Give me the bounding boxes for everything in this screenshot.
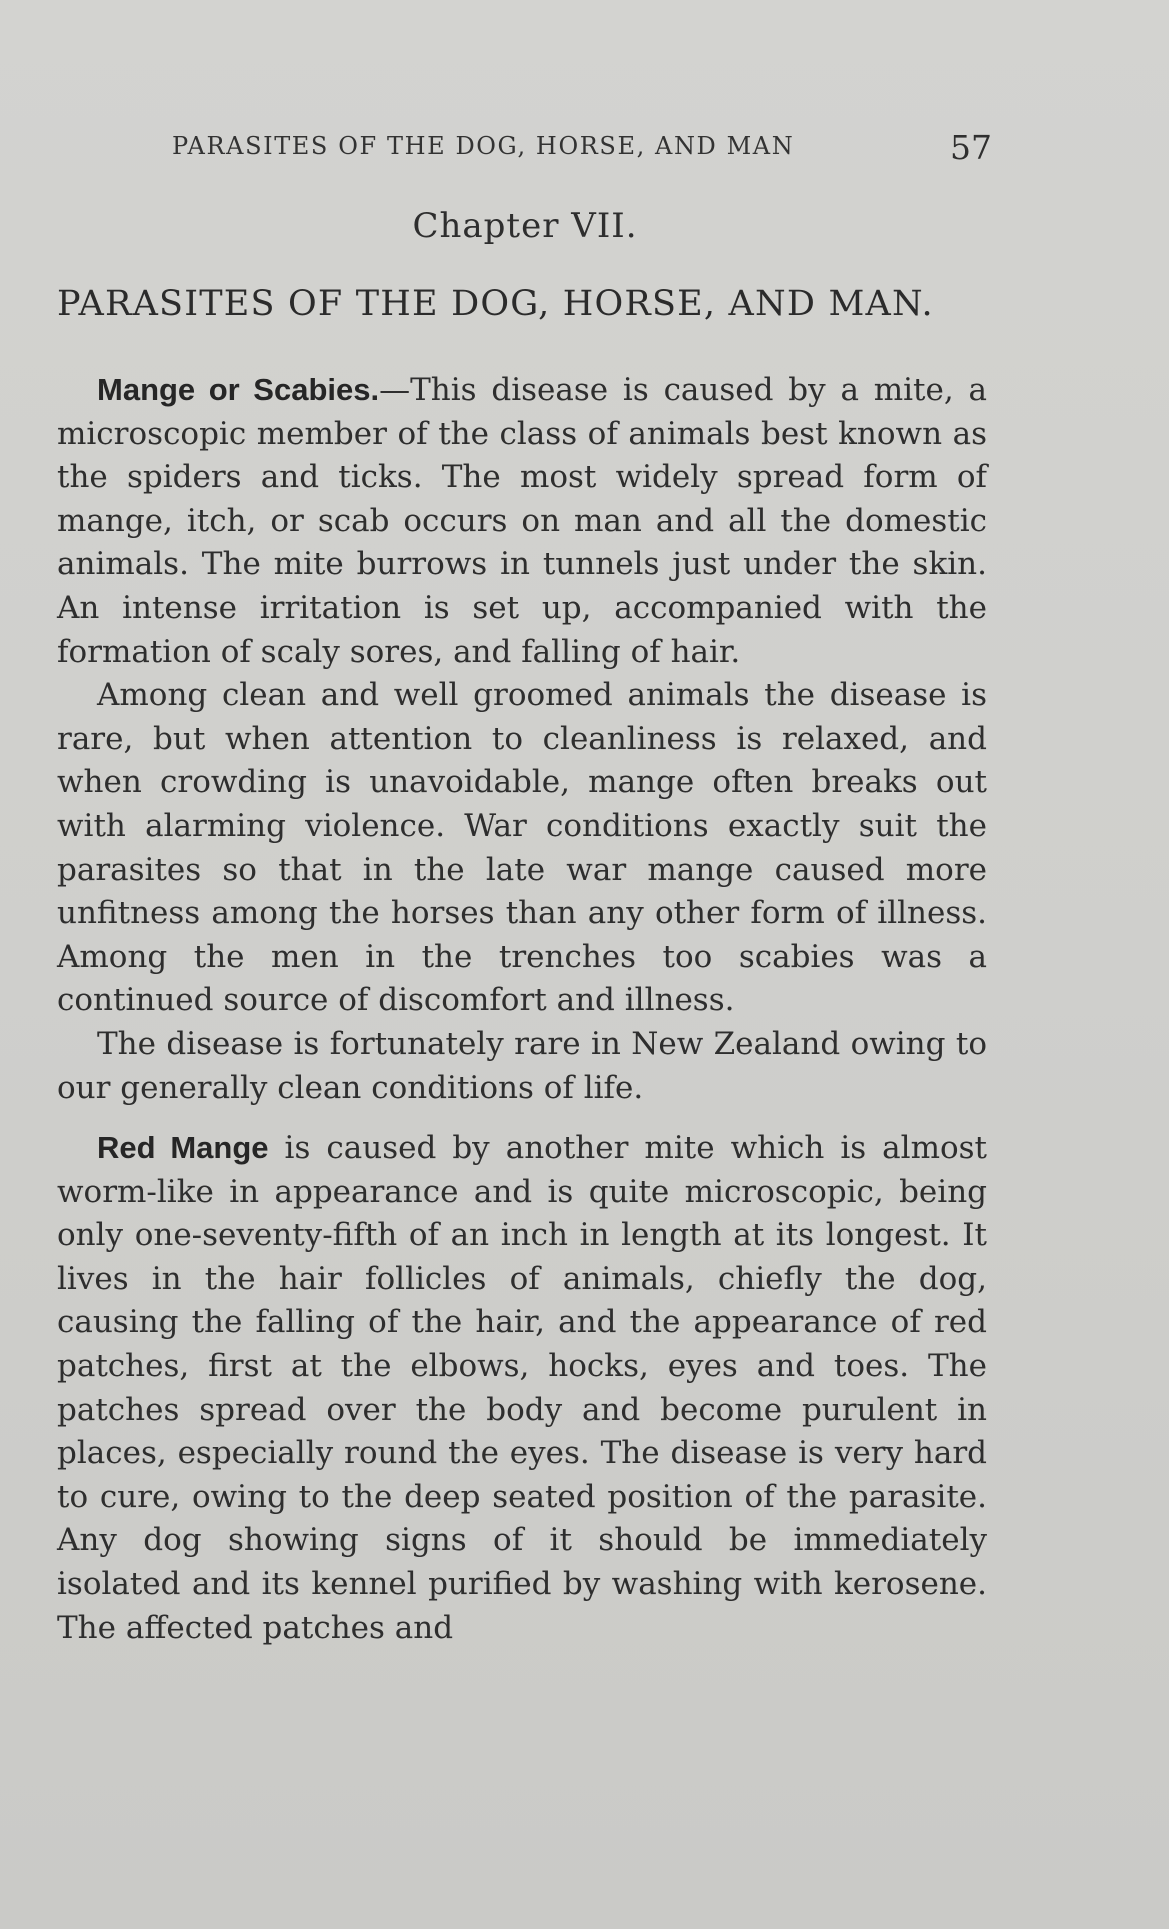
paragraph	[57, 1126, 987, 1650]
running-title: PARASITES OF THE DOG, HORSE, AND MAN	[172, 132, 795, 160]
page-number: 57	[950, 128, 992, 167]
section-red-mange	[57, 1126, 987, 1650]
section-mange-scabies	[57, 368, 987, 1110]
paragraph-text: —This disease is caused by a mite, a microscopic member of the class of animals best known as the spiders and ticks. The most widely spread form of mange, itch, or scab occurs on man and all the domestic animals. The mite burrows in tunnels just under the skin. An intense irritation is set up, accompanied with the formation of scaly sores, and falling of hair.	[57, 372, 987, 670]
paragraph: The disease is fortunately rare in New Zealand owing to our generally clean conditions of life.	[57, 1025, 987, 1106]
paragraph-text: is caused by another mite which is almost worm-like in appearance and is quite microscopic, being only one-seventy-fifth of an inch in length at its longest. It lives in the hair follicles of animals, chiefly the dog, causing the falling of the hair, and the appearance of red patches, first at the elbows, hocks, eyes and toes. The patches spread over the body and become purulent in places, especially round the eyes. The disease is very hard to cure, owing to the deep seated position of the parasite. Any dog showing signs of it should be immediately isolated and its kennel purified by washing with kerosene. The affected patches and	[57, 1130, 987, 1646]
running-head	[172, 128, 992, 168]
chapter-title: PARASITES OF THE DOG, HORSE, AND MAN.	[57, 284, 934, 324]
paragraph	[57, 368, 987, 674]
chapter-label	[0, 206, 1050, 246]
section-heading: Red Mange	[97, 1130, 269, 1166]
paragraph: Among clean and well groomed animals the disease is rare, but when attention to cleanliness is relaxed, and when crowding is unavoidable, mange often breaks out with alarming violence. War conditions exactly suit the parasites so that in the late war mange caused more unfitness among the horses than any other form of illness. Among the men in the trenches too scabies was a continued source of discomfort and illness.	[57, 677, 987, 1019]
chapter-label-text: Chapter VII.	[412, 206, 638, 246]
body-text	[57, 368, 987, 1650]
section-heading: Mange or Scabies.	[97, 372, 380, 407]
